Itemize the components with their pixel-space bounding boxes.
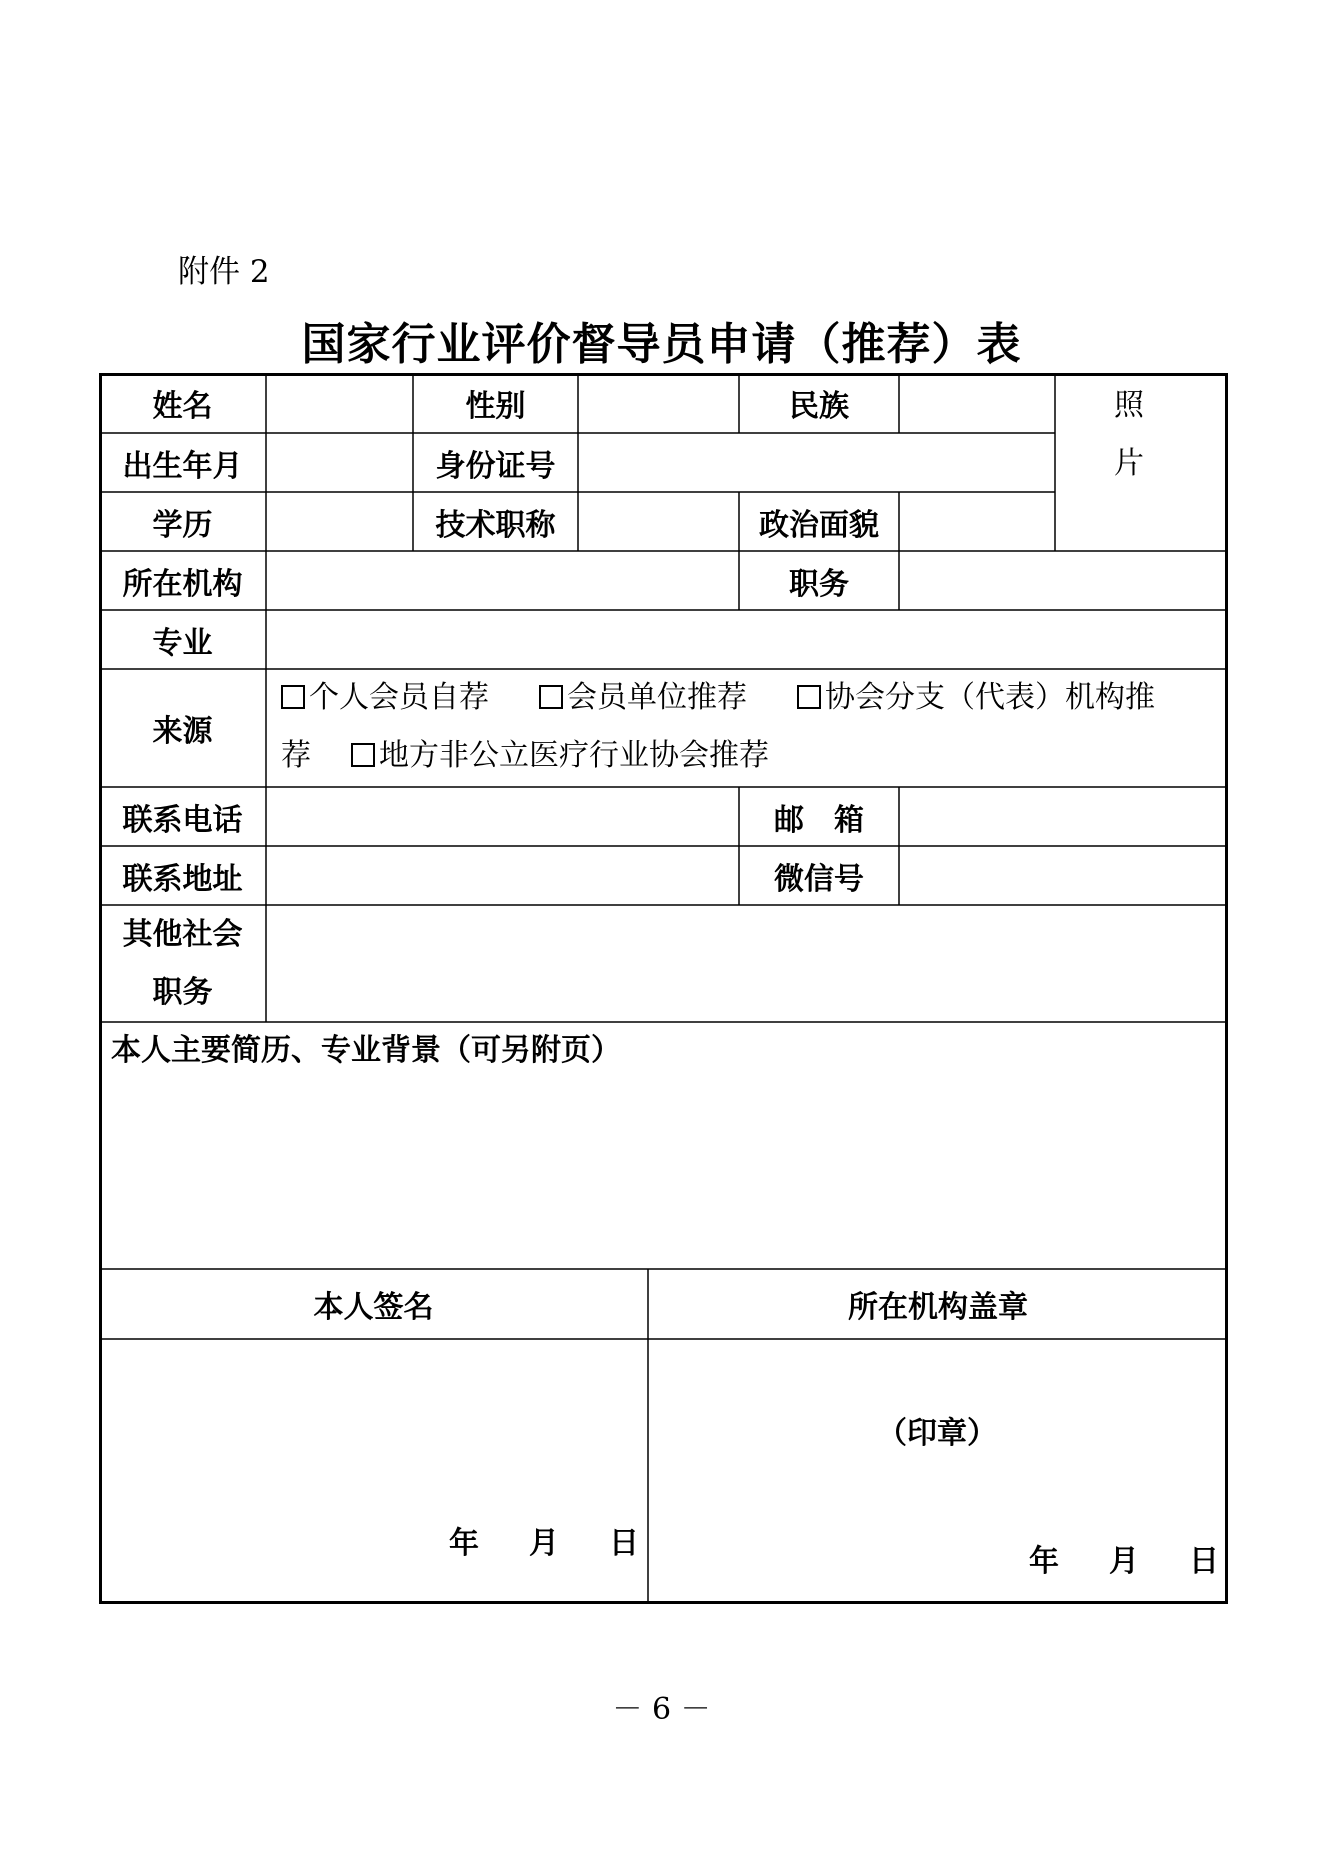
label-other-roles [99,905,266,1022]
application-form [99,373,1228,1604]
source-option-member-unit[interactable]: 会员单位推荐 [539,680,747,715]
attachment-label: 附件 2 [178,254,270,290]
label-email: 邮 箱 [774,802,864,838]
photo-label-line2: 片 [1114,446,1144,481]
label-wechat: 微信号 [774,861,864,897]
input-email[interactable] [899,787,1228,846]
input-wechat[interactable] [899,846,1228,905]
source-option-branch[interactable] [797,680,1155,715]
input-education[interactable] [266,492,413,551]
label-institution: 所在机构 [122,566,243,602]
source-options [281,669,1216,785]
checkbox[interactable] [539,685,563,709]
input-name[interactable] [266,373,413,433]
seal-date [1029,1536,1219,1580]
source-option-branch-text-a: 协会分支（代表）机构推 [825,680,1155,715]
source-option-local[interactable]: 地方非公立医疗行业协会推荐 [351,738,769,773]
label-other-roles-line1: 其他社会 [122,916,243,952]
input-resume[interactable] [99,1073,1228,1269]
input-other-roles[interactable] [266,905,1228,1022]
checkbox[interactable] [281,685,305,709]
label-self-sign: 本人签名 [313,1290,434,1325]
input-address[interactable] [266,846,739,905]
label-phone: 联系电话 [122,802,243,838]
checkbox[interactable] [351,743,375,767]
page-number: － 6 － [612,1692,711,1727]
label-institution-seal: 所在机构盖章 [848,1290,1028,1325]
year-label: 年 [449,1526,479,1561]
checkbox[interactable] [797,685,821,709]
input-position[interactable] [899,551,1228,610]
input-political[interactable] [899,492,1055,551]
label-tech-title: 技术职称 [435,507,556,543]
self-sign-date [449,1518,639,1562]
label-gender: 性别 [465,389,526,424]
photo-label-line1: 照 [1114,388,1144,423]
resume-label: 本人主要简历、专业背景（可另附页） [111,1033,621,1068]
photo-label [1099,377,1159,493]
label-address: 联系地址 [122,861,243,897]
label-major: 专业 [152,625,213,661]
year-label: 年 [1029,1544,1059,1579]
source-option-self[interactable]: 个人会员自荐 [281,680,489,715]
label-id-number: 身份证号 [435,448,556,484]
input-gender[interactable] [578,373,739,433]
month-label: 月 [1109,1544,1139,1579]
label-source: 来源 [152,714,213,749]
input-ethnicity[interactable] [899,373,1055,433]
month-label: 月 [529,1526,559,1561]
day-label: 日 [609,1526,639,1561]
input-institution[interactable] [266,551,739,610]
day-label: 日 [1189,1544,1219,1579]
source-option-branch-text-b: 荐 [281,738,311,773]
label-birth: 出生年月 [122,448,243,484]
input-major[interactable] [266,610,1228,669]
input-id-number[interactable] [578,433,1055,492]
input-birth[interactable] [266,433,413,492]
label-ethnicity: 民族 [789,389,849,424]
label-position: 职务 [789,566,849,602]
input-tech-title[interactable] [578,492,739,551]
label-name: 姓名 [152,389,213,424]
seal-note: （印章） [877,1416,997,1451]
label-education: 学历 [152,507,213,543]
label-political: 政治面貌 [759,507,879,543]
form-title: 国家行业评价督导员申请（推荐）表 [301,319,1022,370]
input-phone[interactable] [266,787,739,846]
self-sign-area[interactable] [99,1339,648,1604]
label-other-roles-line2: 职务 [152,974,213,1010]
